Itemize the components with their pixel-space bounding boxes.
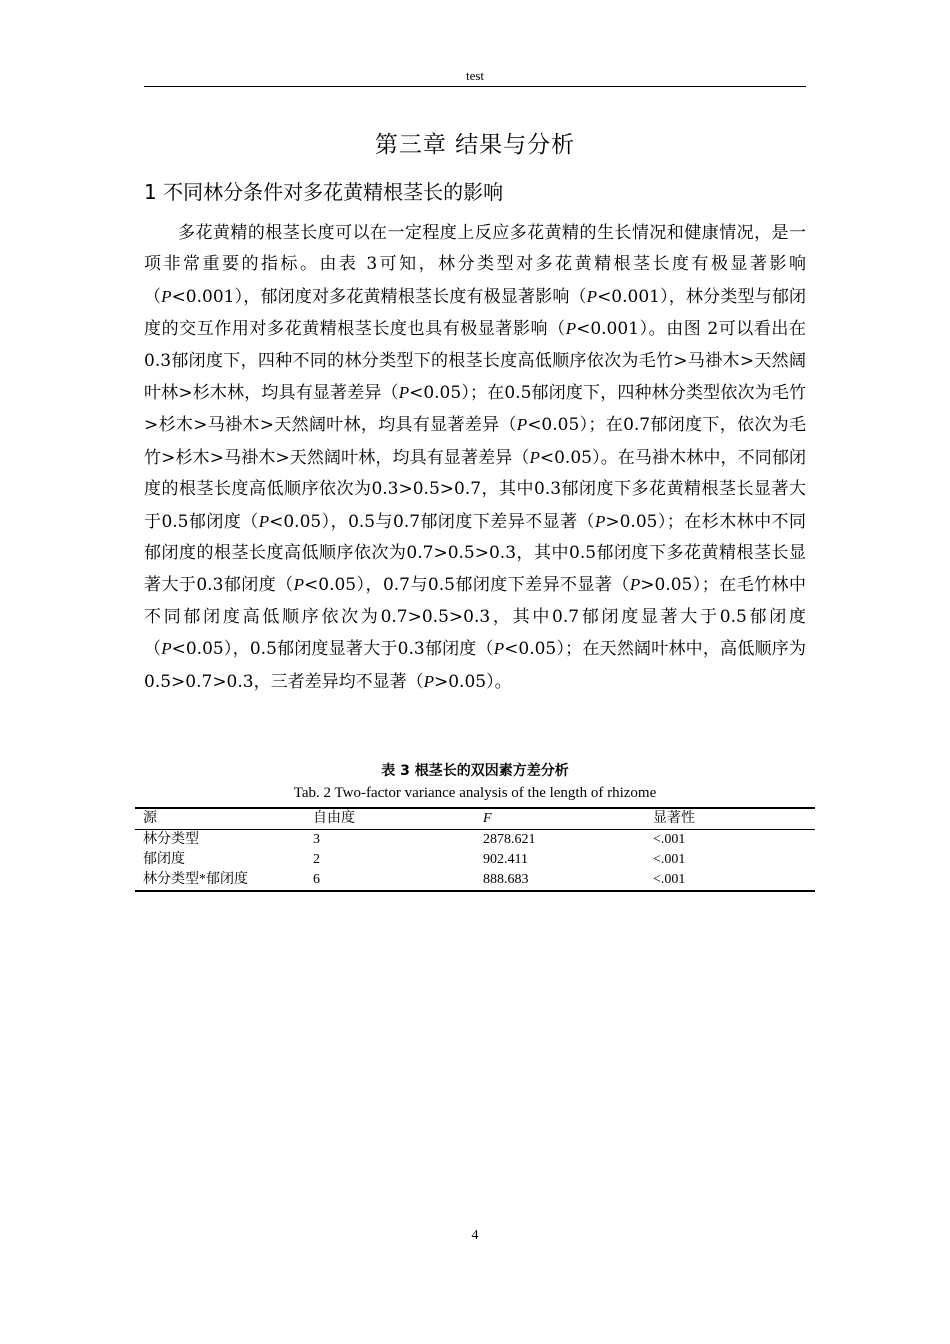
table-header-row bbox=[135, 808, 815, 830]
p-value-symbol: P bbox=[493, 639, 505, 659]
p-value-symbol: P bbox=[161, 286, 172, 306]
p-value-symbol: P bbox=[293, 575, 305, 595]
p-value-symbol: P bbox=[629, 575, 641, 595]
cell-source: 林分类型*郁闭度 bbox=[143, 872, 248, 887]
chapter-title: 第三章 结果与分析 bbox=[374, 132, 576, 158]
table-row bbox=[135, 830, 815, 851]
section-title: 1 不同林分条件对多花黄精根茎长的影响 bbox=[144, 180, 504, 204]
cell-df: 6 bbox=[313, 872, 320, 887]
paragraph-text: <0.05），0.5郁闭度显著大于0.3郁闭度（ bbox=[171, 639, 494, 660]
paragraph-text: >0.05）。 bbox=[434, 671, 512, 692]
cell-f: 888.683 bbox=[483, 872, 529, 887]
header-df: 自由度 bbox=[313, 811, 355, 826]
p-value-symbol: P bbox=[516, 415, 528, 435]
p-value-symbol: P bbox=[565, 319, 577, 339]
table-caption-en: Tab. 2 Two-factor variance analysis of the length of rhizome bbox=[293, 785, 657, 801]
cell-source: 郁闭度 bbox=[143, 852, 185, 867]
body-paragraph bbox=[144, 218, 806, 698]
cell-significance: <.001 bbox=[653, 832, 686, 847]
p-value-symbol: P bbox=[423, 671, 434, 691]
p-value-symbol: P bbox=[594, 511, 606, 531]
cell-df: 2 bbox=[313, 852, 320, 867]
paragraph-text: <0.05）；在天然阔叶林中，高低顺序为0.5>0.7>0.3，三者差异均不显著（ bbox=[144, 639, 806, 692]
p-value-symbol: P bbox=[161, 639, 172, 659]
cell-f: 2878.621 bbox=[483, 832, 536, 847]
running-header: test bbox=[465, 68, 485, 83]
cell-significance: <.001 bbox=[653, 852, 686, 867]
paragraph-text: <0.05）；在0.5郁闭度下，四种林分类型依次为毛竹>杉木>马褂木>天然阔叶林，均具有显著差异（ bbox=[144, 383, 806, 436]
paragraph-text: <0.05）；在0.7郁闭度下，依次为毛竹>杉木>马褂木>天然阔叶林，均具有显著差异（ bbox=[144, 415, 806, 468]
header-significance: 显著性 bbox=[653, 811, 695, 826]
cell-df: 3 bbox=[313, 832, 320, 847]
cell-significance: <.001 bbox=[653, 872, 686, 887]
p-value-symbol: P bbox=[258, 511, 270, 531]
table-row bbox=[135, 870, 815, 891]
cell-f: 902.411 bbox=[483, 852, 528, 867]
paragraph-text: <0.05），0.5与0.7郁闭度下差异不显著（ bbox=[269, 511, 595, 532]
header-rule bbox=[144, 86, 806, 87]
table-row bbox=[135, 850, 815, 870]
paragraph-text: <0.05），0.7与0.5郁闭度下差异不显著（ bbox=[304, 575, 630, 596]
cell-source: 林分类型 bbox=[143, 832, 199, 847]
p-value-symbol: P bbox=[586, 286, 598, 306]
header-source: 源 bbox=[143, 811, 157, 826]
p-value-symbol: P bbox=[529, 447, 540, 467]
p-value-symbol: P bbox=[398, 383, 410, 403]
paragraph-text: <0.001），林分类型与郁闭度的交互作用对多花黄精根茎长度也具有极显著影响（ bbox=[144, 286, 806, 340]
paragraph-text: <0.001），郁闭度对多花黄精根茎长度有极显著影响（ bbox=[171, 286, 587, 307]
paragraph-text: <0.001）。由图 2可以看出在0.3郁闭度下，四种不同的林分类型下的根茎长度高低顺序依次为毛竹>马褂木>天然阔叶林>杉木林，均具有显著差异（ bbox=[144, 319, 807, 404]
anova-table bbox=[135, 807, 815, 892]
header-f bbox=[475, 808, 645, 830]
table-caption-cn: 表 3 根茎长的双因素方差分析 bbox=[381, 763, 569, 779]
page-number: 4 bbox=[471, 1228, 479, 1243]
paragraph-text: >0.05）；在杉木林中不同郁闭度的根茎长度高低顺序依次为0.7>0.5>0.3，其中0.5郁闭度下多花黄精根茎长显著大于0.3郁闭度（ bbox=[144, 511, 806, 596]
paragraph-text: 多花黄精的根茎长度可以在一定程度上反应多花黄精的生长情况和健康情况，是一项非常重要的指标。由表 3可知，林分类型对多花黄精根茎长度有极显著影响（ bbox=[144, 223, 806, 307]
paragraph-text: <0.05）。在马褂木林中，不同郁闭度的根茎长度高低顺序依次为0.3>0.5>0.7，其中0.3郁闭度下多花黄精根茎长显著大于0.5郁闭度（ bbox=[144, 447, 806, 532]
header-f-label: F bbox=[483, 811, 492, 826]
paragraph-text: >0.05）；在毛竹林中不同郁闭度高低顺序依次为0.7>0.5>0.3，其中0.7郁闭度显著大于0.5郁闭度（ bbox=[144, 575, 806, 660]
